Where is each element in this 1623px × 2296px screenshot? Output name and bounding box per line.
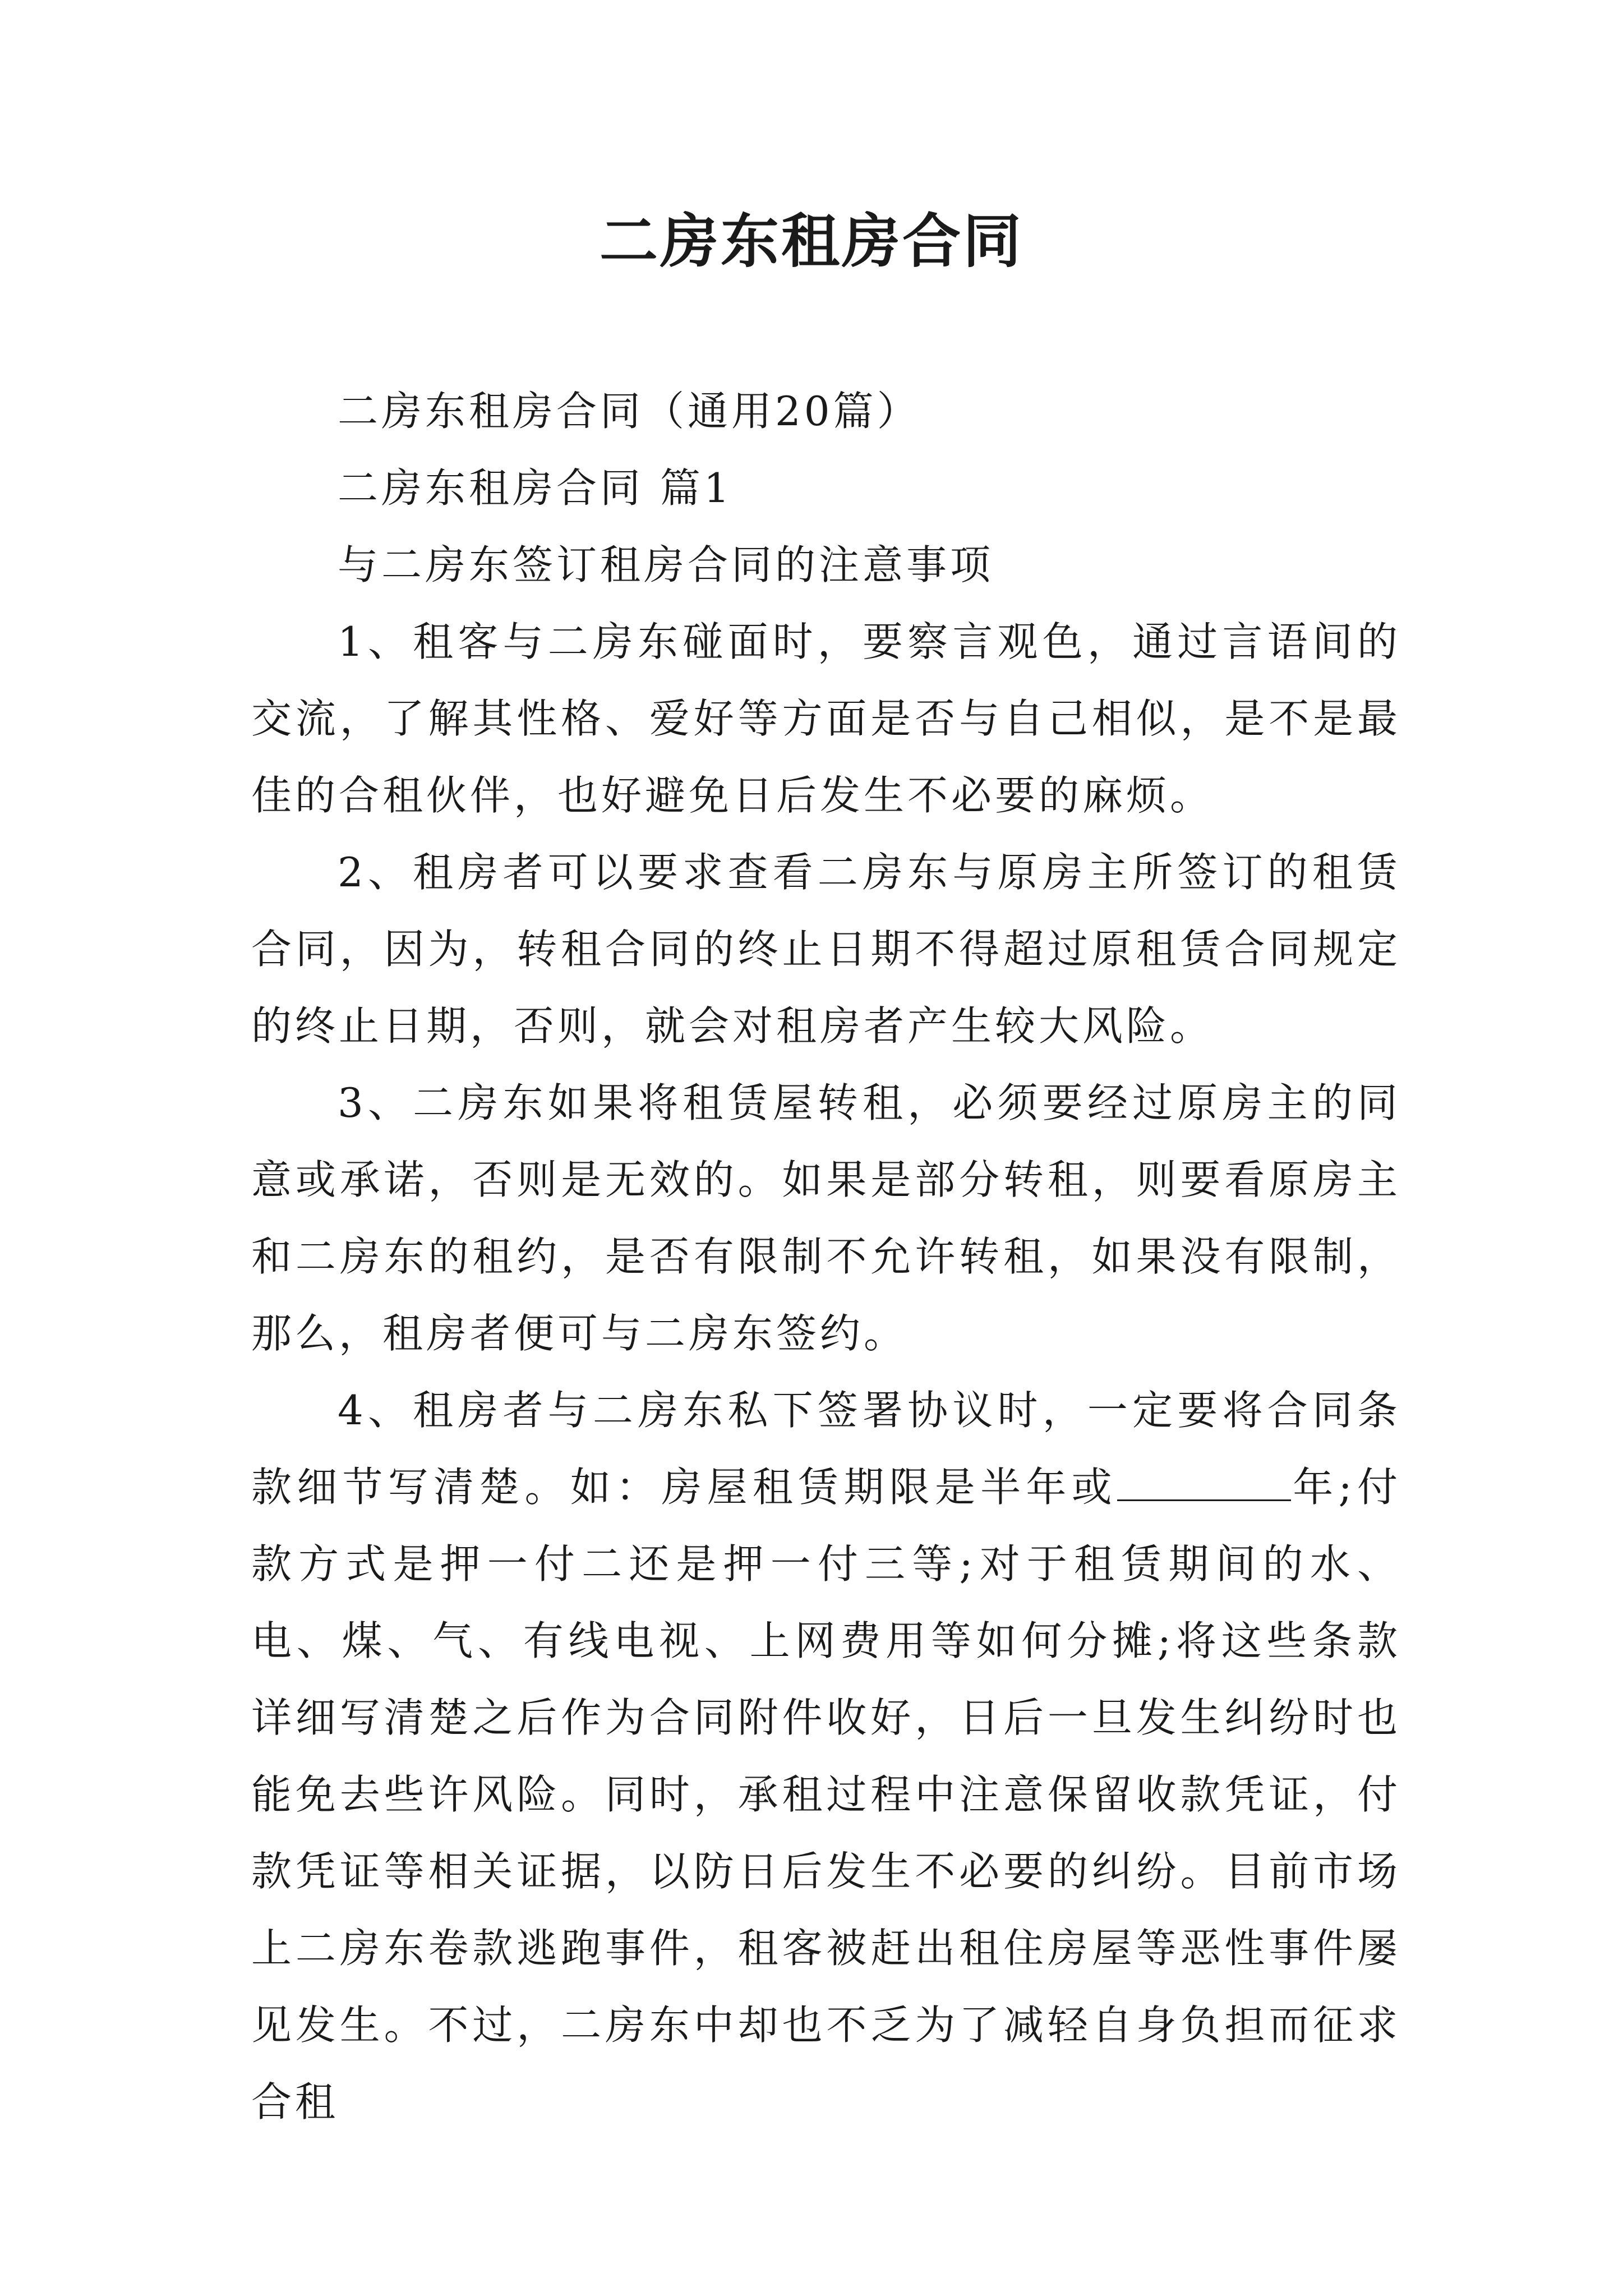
subtitle: 二房东租房合同（通用20篇）	[338, 388, 921, 435]
topic-heading: 与二房东签订租房合同的注意事项	[338, 541, 994, 588]
paragraph-1: 1、租客与二房东碰面时，要察言观色，通过言语间的交流，了解其性格、爱好等方面是否与自己相似，是不是最佳的合租伙伴，也好避免日后发生不必要的麻烦。	[251, 618, 1401, 819]
paragraph-3: 3、二房东如果将租赁屋转租，必须要经过原房主的同意或承诺，否则是无效的。如果是部分转租，则要看原房主和二房东的租约，是否有限制不允许转租，如果没有限制，那么，租房者便可与二房东签约。	[251, 1079, 1401, 1357]
paragraph-4-before-blank: 4、租房者与二房东私下签署协议时，一定要将合同条款细节写清楚。如：房屋租赁期限是半年或	[251, 1387, 1401, 1511]
fill-in-blank	[1117, 1466, 1291, 1501]
document-title: 二房东租房合同	[599, 206, 1023, 275]
document-body	[251, 373, 1401, 2141]
paragraph-2: 2、租房者可以要求查看二房东与原房主所签订的租赁合同，因为，转租合同的终止日期不得超过原租赁合同规定的终止日期，否则，就会对租房者产生较大风险。	[251, 849, 1401, 1050]
section-heading: 二房东租房合同 篇1	[338, 464, 733, 512]
paragraph-4-after-blank: 年;付款方式是押一付二还是押一付三等;对于租赁期间的水、电、煤、气、有线电视、上网费用等如何分摊;将这些条款详细写清楚之后作为合同附件收好，日后一旦发生纠纷时也能免去些许风险。同时，承租过程中注意保留收款凭证，付款凭证等相关证据，以防日后发生不必要的纠纷。目前市场上二房东卷款逃跑事件，租客被赶出租住房屋等恶性事件屡见发生。不过，二房东中却也不乏为了减轻自身负担而征求合租	[251, 1464, 1401, 2125]
paragraph-4	[251, 1372, 1401, 2141]
